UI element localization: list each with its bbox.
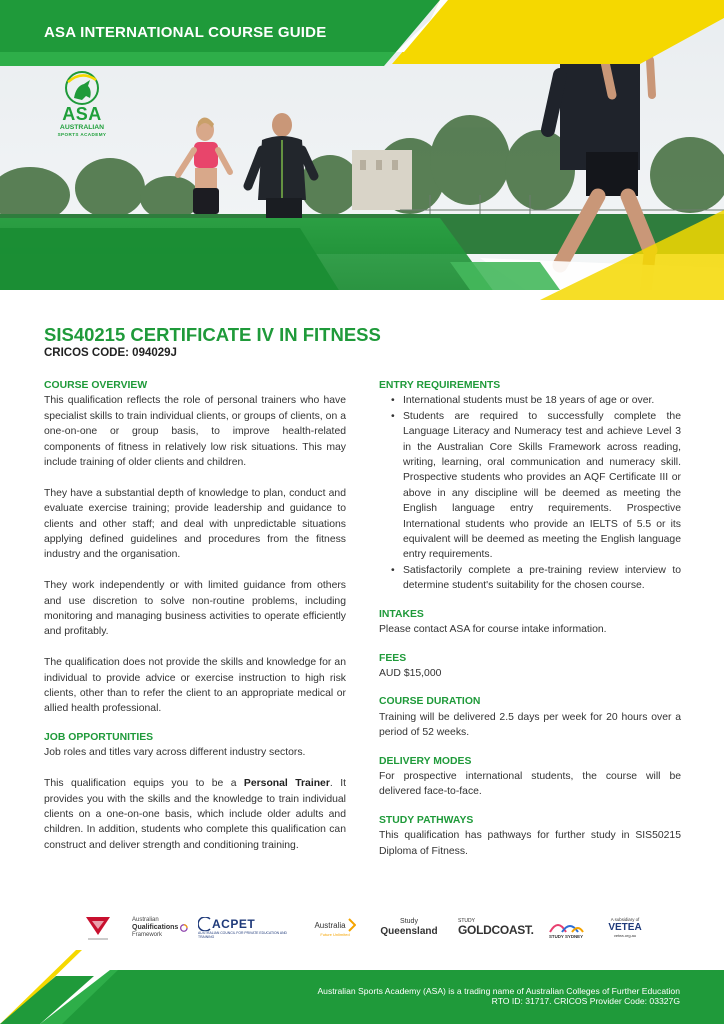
- aqf-line-2: Qualifications: [132, 923, 179, 931]
- right-column: [379, 378, 681, 859]
- delivery-text: For prospective international students, the course will be delivered face-to-face.: [379, 770, 681, 798]
- kangaroo-icon: [46, 68, 118, 108]
- aqf-line-1: Australian: [132, 916, 159, 923]
- vetea-name: VETEA: [608, 922, 642, 933]
- acpet-subtitle: AUSTRALIAN COUNCIL FOR PRIVATE EDUCATION AND TRAINING: [198, 930, 287, 939]
- study-pathways-heading: STUDY PATHWAYS: [379, 814, 474, 826]
- header: [0, 0, 724, 300]
- list-item: • Students are required to successfully complete the Language Literacy and Numeracy test and achieve Level 3 in the Australian Core Skills Framework across reading, writing, learning, oral communication and numeracy skill. Prospective students who provides an AQF Certificate III or above in any discipline will be deemed as meeting the English language entry requirements. Prospective International students who provide an IELTS of 5.5 or its equivalent will be deemed as meeting the English language entry requirements.: [379, 409, 681, 563]
- pathways-text: This qualification has pathways for further study in SIS50215 Diploma of Fitness.: [379, 830, 681, 857]
- course-overview-heading: COURSE OVERVIEW: [44, 380, 148, 391]
- page-header-title: ASA INTERNATIONAL COURSE GUIDE: [44, 24, 327, 41]
- intakes-text: Please contact ASA for course intake information.: [379, 624, 607, 636]
- ss-name: STUDY SYDNEY: [548, 934, 584, 939]
- overview-paragraph-1: This qualification reflects the role of personal trainers who have specialist skills to train individual clients, or groups of clients, on a one-on-one or group basis, to improve health-related components of fitness in relatively low risk situations. This may include training of older clients and children.: [44, 395, 346, 469]
- overview-paragraph-4: The qualification does not provide the skills and knowledge for an individual to provide advice or exercise instruction to high risk clients, other than to refer the client to an appropriate medical or allied health professional.: [44, 657, 346, 715]
- acpet-name: ACPET: [212, 916, 256, 931]
- overview-paragraph-2: They have a substantial depth of knowledge to plan, conduct and evaluate exercise training; provide leadership and guidance to clients and other staff; and deal with unpredictable situations applying defined guidelines and procedures from the fitness industry and the organisation.: [44, 487, 346, 561]
- australia-chevron-icon: [348, 918, 356, 932]
- aqf-line-3: Framework: [132, 931, 163, 938]
- fees-heading: FEES: [379, 652, 407, 664]
- left-column: [44, 378, 346, 853]
- logo-subtext: AUSTRALIAN: [59, 124, 105, 131]
- footer-text: [317, 986, 680, 1007]
- crest-icon: [82, 913, 114, 943]
- gc-study: STUDY: [458, 918, 475, 924]
- vetea-url: vetea.org.au: [613, 933, 637, 938]
- vetea-note: A subsidiary of: [610, 917, 640, 922]
- australia-text: Australia: [314, 920, 346, 930]
- course-title: SIS40215 CERTIFICATE IV IN FITNESS: [44, 324, 381, 345]
- list-item: • International students must be 18 years of age or over.: [379, 393, 681, 408]
- australia-subtitle: Future Unlimited: [320, 932, 350, 937]
- job-opportunities-heading: JOB OPPORTUNITIES: [44, 731, 154, 743]
- intakes-heading: INTAKES: [379, 608, 424, 620]
- footer-line-1: Australian Sports Academy (ASA) is a trading name of Australian Colleges of Further Education: [317, 986, 680, 996]
- delivery-modes-heading: DELIVERY MODES: [379, 755, 472, 767]
- footer-band: [0, 940, 724, 1024]
- entry-requirements-list: [379, 393, 681, 593]
- aqf-swirl-icon: [180, 921, 188, 935]
- footer-line-2: RTO ID: 31717. CRICOS Provider Code: 03327G: [491, 996, 680, 1007]
- entry-requirements-heading: ENTRY REQUIREMENTS: [379, 380, 501, 391]
- logo-text: ASA: [62, 104, 102, 124]
- jobs-text-b: . It provides you with the skills and the knowledge to train individual clients on a one-on-one basis, which include older adults and children. In addition, students who complete this qualification can construct and deliver strength and conditioning training.: [44, 778, 346, 851]
- sydney-icon: [548, 916, 584, 934]
- sq-study: Study: [400, 918, 418, 925]
- acpet-arc-icon: [198, 917, 212, 931]
- logo-subtext-2: SPORTS ACADEMY: [57, 132, 107, 137]
- sq-name: Queensland: [380, 926, 438, 937]
- jobs-paragraph-2: [44, 776, 346, 853]
- list-item: • Satisfactorily complete a pre-training review interview to determine student's suitability for the chosen course.: [379, 563, 681, 594]
- course-duration-heading: COURSE DURATION: [379, 696, 481, 708]
- fees-text: AUD $15,000: [379, 667, 442, 679]
- gc-name: GOLDCOAST.: [458, 923, 534, 937]
- duration-text: Training will be delivered 2.5 days per week for 20 hours over a period of 52 weeks.: [379, 711, 681, 739]
- jobs-text-a: This qualification equips you to be a: [44, 778, 244, 790]
- personal-trainer-term: Personal Trainer: [243, 778, 330, 790]
- jobs-paragraph-1: Job roles and titles vary across different industry sectors.: [44, 747, 306, 759]
- overview-paragraph-3: They work independently or with limited guidance from others and use discretion to solve non-routine problems, including monitoring and managing business activities to operate efficiently and profitably.: [44, 580, 346, 638]
- cricos-code: CRICOS CODE: 094029J: [44, 347, 177, 359]
